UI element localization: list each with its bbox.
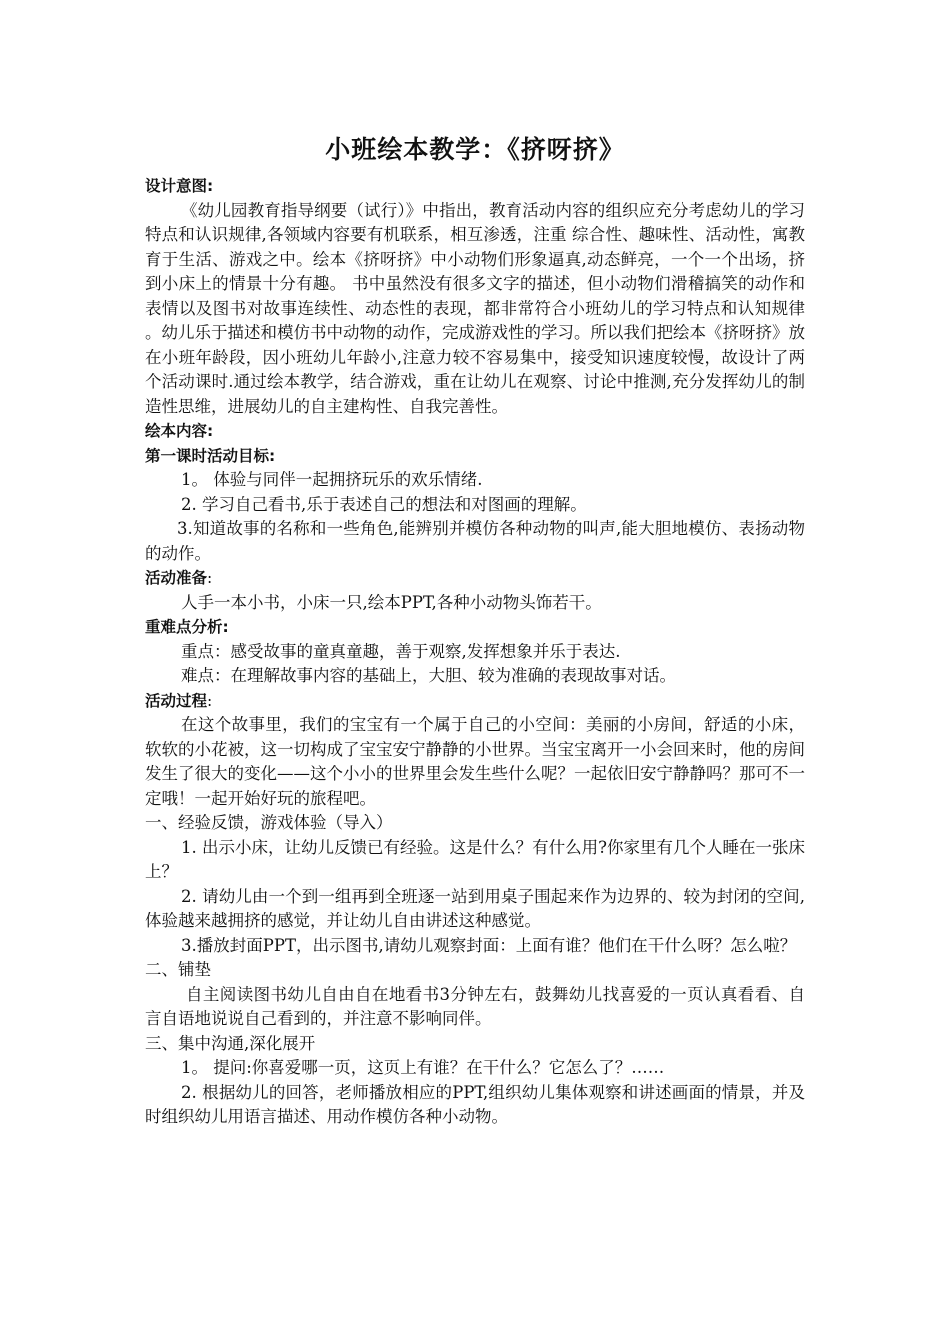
section-title: 二、铺垫 bbox=[145, 960, 211, 979]
section-title: 一、经验反馈，游戏体验（导入） bbox=[145, 813, 393, 832]
section-title: 三、集中沟通,深化展开 bbox=[145, 1033, 316, 1053]
preparation-heading: 活动准备: bbox=[145, 569, 213, 587]
preparation-text: 人手一本小书，小床一只,绘本PPT,各种小动物头饰若干。 bbox=[181, 592, 602, 612]
goal-item: 2. 学习自己看书,乐于表述自己的想法和对图画的理解。 bbox=[181, 494, 587, 514]
analysis-heading: 重难点分析: bbox=[145, 618, 229, 636]
document-body bbox=[145, 174, 805, 1130]
section-item: 1。 提问:你喜爱哪一页，这页上有谁？在干什么？它怎么了？…… bbox=[181, 1058, 665, 1077]
section-item: 1. 出示小床，让幼儿反馈已有经验。这是什么？有什么用?你家里有几个人睡在一张床上？ bbox=[145, 837, 805, 881]
section-text: 自主阅读图书幼儿自由自在地看书3分钟左右，鼓舞幼儿找喜爱的一页认真看看、自言自语地说说自己看到的，并注意不影响同伴。 bbox=[145, 984, 805, 1028]
difficulty-text: 难点：在理解故事内容的基础上，大胆、较为准确的表现故事对话。 bbox=[181, 666, 676, 685]
section-item: 2. 根据幼儿的回答，老师播放相应的PPT,组织幼儿集体观察和讲述画面的情景，并及时组织幼儿用语言描述、用动作模仿各种小动物。 bbox=[145, 1082, 805, 1126]
goals-heading: 第一课时活动目标: bbox=[145, 446, 276, 465]
design-intent-heading: 设计意图: bbox=[145, 177, 214, 195]
section-item: 2. 请幼儿由一个到一组再到全班逐一站到用桌子围起来作为边界的、较为封闭的空间,体验越来越拥挤的感觉，并让幼儿自由讲述这种感觉。 bbox=[145, 886, 805, 930]
key-point-text: 重点：感受故事的童真童趣，善于观察,发挥想象并乐于表达. bbox=[181, 641, 621, 661]
section-item: 3.播放封面PPT，出示图书,请幼儿观察封面：上面有谁？他们在干什么呀？怎么啦？ bbox=[181, 935, 797, 955]
goal-item: 3.知道故事的名称和一些角色,能辨别并模仿各种动物的叫声,能大胆地模仿、表扬动物的动作。 bbox=[145, 519, 805, 563]
document-title: 小班绘本教学：《挤呀挤》 bbox=[325, 135, 625, 164]
process-heading: 活动过程: bbox=[145, 691, 213, 710]
book-content-heading: 绘本内容: bbox=[145, 422, 214, 440]
design-intent-paragraph: 《幼儿园教育指导纲要（试行）》中指出，教育活动内容的组织应充分考虑幼儿的学习特点和认识规律,各领域内容要有机联系，相互渗透，注重 综合性、趣味性、活动性，寓教育于生活、游戏之中。绘本《挤呀挤》中小动物们形象逼真,动态鲜亮，一个一个出场，挤到小床上的情景十分有趣。 书中虽然没有很多文字的描述，但小动物们滑稽搞笑的动作和表情以及图书对故事连续性、动态性的表现，都非常符合小班幼儿的学习特点和认知规律 。幼儿乐于描述和模仿书中动物的动作，完成游戏性的学习。所以我们把绘本《挤呀挤》放在小班年龄段，因小班幼儿年龄小,注意力较不容易集中，接受知识速度较慢，故设计了两个活动课时.通过绘本教学，结合游戏，重在让幼儿在观察、讨论中推测,充分发挥幼儿的制造性思维，进展幼儿的自主建构性、自我完善性。 bbox=[145, 200, 805, 416]
process-intro: 在这个故事里，我们的宝宝有一个属于自己的小空间：美丽的小房间，舒适的小床，软软的小花被，这一切构成了宝宝安宁静静的小世界。当宝宝离开一小会回来时，他的房间发生了很大的变化——这个小小的世界里会发生些什么呢？一起依旧安宁静静吗？那可不一定哦！一起开始好玩的旅程吧。 bbox=[145, 715, 805, 808]
goal-item: 1。 体验与同伴一起拥挤玩乐的欢乐情绪. bbox=[181, 470, 483, 489]
